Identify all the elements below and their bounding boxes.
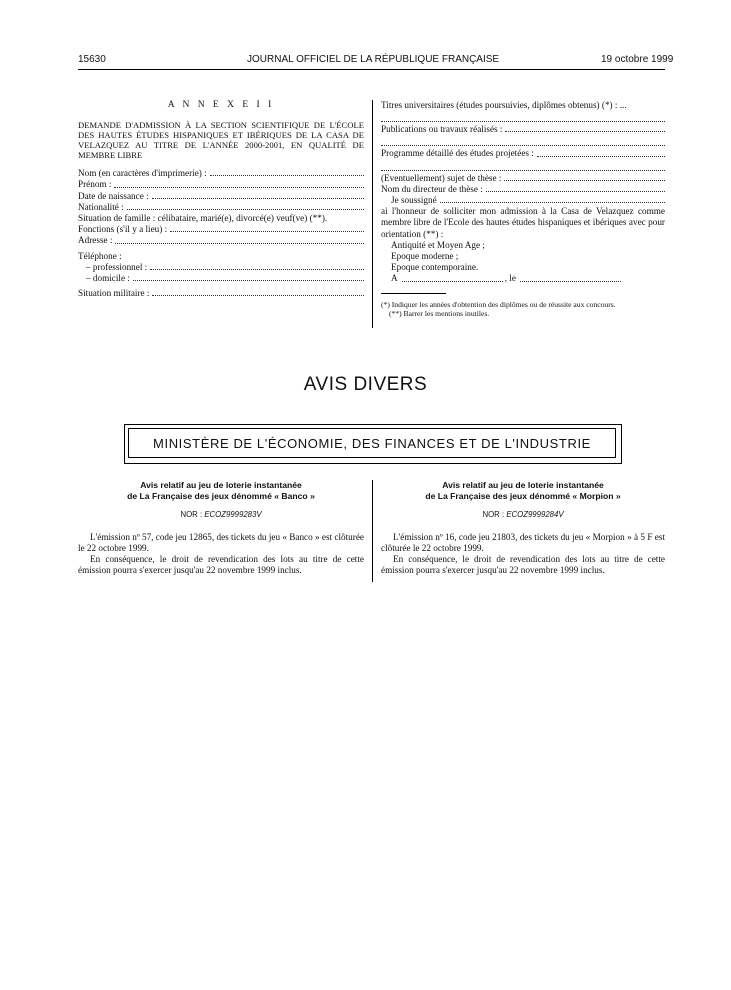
footnote-rule: [381, 293, 446, 294]
field-nom: Nom (en caractères d'imprimerie) :: [78, 168, 364, 179]
field-lieu-date: A , le: [381, 273, 621, 284]
ministere-heading: MINISTÈRE DE L'ÉCONOMIE, DES FINANCES ET DE L'INDUSTRIE: [128, 428, 616, 458]
field-publications: Publications ou travaux réalisés :: [381, 124, 665, 135]
article-column-divider: [372, 480, 373, 582]
orientation-contemporaine: Epoque contemporaine.: [391, 262, 479, 273]
annexe-title: A N N E X E I I: [167, 100, 275, 110]
field-nationalite: Nationalité :: [78, 202, 364, 213]
field-directeur: Nom du directeur de thèse :: [381, 184, 665, 195]
article-title-line2: de La Française des jeux dénommé « Morpion »: [425, 490, 621, 501]
annexe-form-left: [78, 100, 364, 299]
article-para-1: L'émission nº 16, code jeu 21803, des tickets du jeu « Morpion » à 5 F est clôturée le 22 octobre 1999.: [381, 532, 665, 553]
demande-heading: DEMANDE D'ADMISSION À LA SECTION SCIENTIFIQUE DE L'ÉCOLE DES HAUTES ÉTUDES HISPANIQUES ET IBÉRIQUES DE LA CASA DE VELAZQUEZ AU TITRE DE L'ANNÉE 2000-2001, EN QUALITÉ DE MEMBRE LIBRE: [78, 120, 364, 161]
field-sujet-these: (Eventuellement) sujet de thèse :: [381, 173, 665, 184]
field-date-naissance: Date de naissance :: [78, 191, 364, 202]
honneur-text: ai l'honneur de solliciter mon admission à la Casa de Velazquez comme membre libre de l'Ecole des hautes études hispaniques et ibériques avec pour orientation (**) :: [381, 206, 665, 239]
header-rule: [78, 69, 665, 70]
nor-reference: NOR : ECOZ9999283V: [180, 510, 262, 519]
article-para-1: L'émission nº 57, code jeu 12865, des tickets du jeu « Banco » est clôturée le 22 octobre 1999.: [78, 532, 364, 553]
field-telephone: Téléphone :: [78, 250, 122, 261]
nor-reference: NOR : ECOZ9999284V: [482, 510, 564, 519]
article-title-line1: Avis relatif au jeu de loterie instantanée: [140, 480, 302, 490]
article-title-line1: Avis relatif au jeu de loterie instantanée: [442, 480, 604, 490]
article-para-2: En conséquence, le droit de revendication des lots au titre de cette émission pourra s'exercer jusqu'au 22 novembre 1999 inclus.: [78, 554, 364, 575]
article-title-line2: de La Française des jeux dénommé « Banco »: [127, 490, 315, 501]
article-para-2: En conséquence, le droit de revendication des lots au titre de cette émission pourra s'exercer jusqu'au 22 novembre 1999 inclus.: [381, 554, 665, 575]
orientation-moderne: Epoque moderne ;: [391, 251, 459, 262]
column-divider: [372, 100, 373, 328]
annexe-form-right: [381, 100, 665, 318]
issue-date: 19 octobre 1999: [601, 54, 674, 65]
field-soussigne: Je soussigné: [381, 195, 665, 206]
avis-divers-title: AVIS DIVERS: [303, 374, 428, 395]
field-prenom: Prénom :: [78, 179, 364, 190]
article-morpion: [381, 480, 665, 576]
field-adresse: Adresse :: [78, 235, 364, 246]
field-tel-domicile: – domicile :: [78, 273, 364, 284]
page-number: 15630: [78, 54, 106, 65]
orientation-antiquite: Antiquité et Moyen Age ;: [391, 239, 485, 250]
field-titres: Titres universitaires (études poursuivies, diplômes obtenus) (*) : ...: [381, 100, 627, 110]
field-tel-professionnel: – professionnel :: [78, 262, 364, 273]
field-situation-militaire: Situation militaire :: [78, 288, 364, 299]
field-programme: Programme détaillé des études projetées :: [381, 148, 665, 159]
footnote-2: (**) Barrer les mentions inutiles.: [389, 308, 490, 318]
field-situation-famille: Situation de famille : célibataire, marié(e), divorcé(e) veuf(ve) (**).: [78, 213, 328, 224]
footnote-1: (*) Indiquer les années d'obtention des diplômes ou de réussite aux concours.: [381, 299, 616, 309]
journal-title: JOURNAL OFFICIEL DE LA RÉPUBLIQUE FRANÇAISE: [247, 54, 500, 65]
field-fonctions: Fonctions (s'il y a lieu) :: [78, 224, 364, 235]
article-banco: [78, 480, 364, 576]
